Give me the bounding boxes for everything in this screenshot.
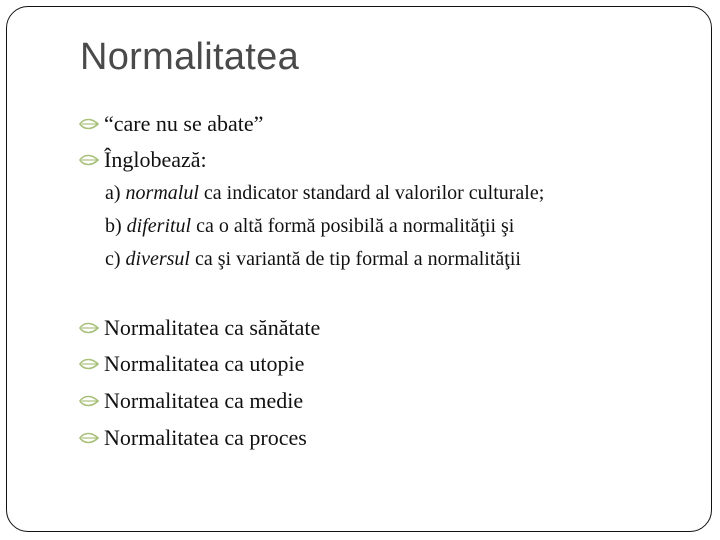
bullet-text: Normalitatea ca utopie — [104, 351, 305, 376]
sub-item-term: diversul — [125, 248, 190, 270]
sub-item-b — [105, 214, 514, 238]
sub-item-prefix: b) — [105, 215, 127, 237]
leaf-bullet-icon — [78, 357, 102, 371]
sub-item-prefix: c) — [105, 248, 126, 270]
slide-title: Normalitatea — [80, 36, 300, 78]
bullet-item — [78, 388, 303, 414]
bullet-text: “care nu se abate” — [104, 111, 264, 136]
leaf-bullet-icon — [78, 394, 102, 408]
leaf-bullet-icon — [78, 321, 102, 335]
bullet-item — [78, 315, 320, 341]
bullet-text: Normalitatea ca proces — [104, 425, 307, 450]
sub-item-c — [105, 247, 521, 271]
leaf-bullet-icon — [78, 153, 102, 167]
bullet-text: Normalitatea ca medie — [104, 388, 304, 413]
bullet-item — [78, 351, 304, 377]
sub-item-rest: ca indicator standard al valorilor culturale; — [198, 182, 545, 204]
sub-item-rest: ca şi variantă de tip formal a normalităţii — [189, 248, 521, 270]
sub-item-prefix: a) — [105, 182, 126, 204]
bullet-item — [78, 111, 263, 137]
sub-item-rest: ca o altă formă posibilă a normalităţii şi — [191, 215, 515, 237]
leaf-bullet-icon — [78, 431, 102, 445]
sub-item-term: diferitul — [126, 215, 192, 237]
sub-item-a — [105, 181, 544, 205]
bullet-text: Înglobează: — [104, 147, 207, 172]
bullet-item — [78, 147, 207, 173]
sub-item-term: normalul — [125, 182, 199, 204]
bullet-item — [78, 425, 307, 451]
leaf-bullet-icon — [78, 117, 102, 131]
bullet-text: Normalitatea ca sănătate — [104, 315, 321, 340]
